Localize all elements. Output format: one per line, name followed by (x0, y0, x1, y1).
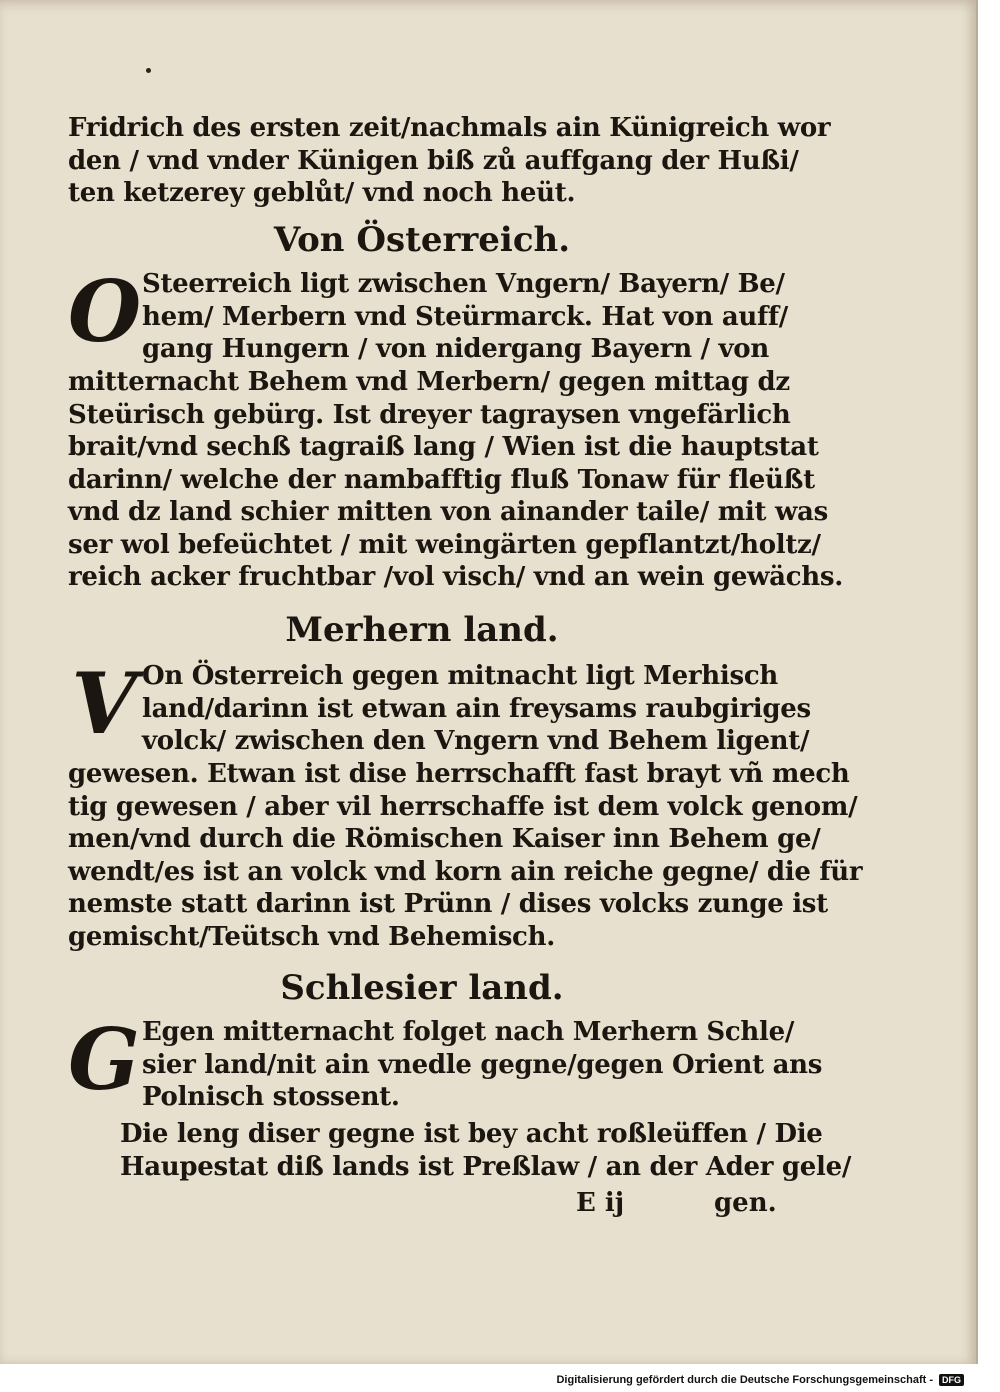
text-line: Steürisch gebürg. Ist dreyer tagraysen vngefärlich (68, 399, 791, 430)
text-line: reich acker fruchtbar /vol visch/ vnd an wein gewächs. (68, 562, 843, 592)
indented-lines (142, 1016, 823, 1114)
text-line: gang Hungern / von nidergang Bayern / von (142, 334, 769, 364)
body-lines (120, 1118, 852, 1183)
indented-lines (142, 268, 788, 366)
text-line: sier land/nit ain vnedle gegne/gegen Orient ans (142, 1049, 823, 1080)
text-line: volck/ zwischen den Vngern vnd Behem ligent/ (142, 726, 810, 756)
text-line: vnd dz land schier mitten von ainander taile/ mit was (68, 497, 828, 527)
section-oesterreich (68, 262, 843, 598)
text-line: Haupestat diß lands ist Preßlaw / an der Ader gele/ (120, 1151, 852, 1182)
text-line: ser wol befeüchtet / mit weingärten gepflantzt/holtz/ (68, 529, 821, 560)
section-merhern (68, 654, 863, 980)
section-heading-merhern: Merhern land. (285, 610, 559, 650)
text-line: mitternacht Behem vnd Merbern/ gegen mittag dz (68, 367, 790, 397)
text-line: gewesen. Etwan ist dise herrschafft fast brayt vñ mech (68, 759, 850, 789)
footer-text: Digitalisierung gefördert durch die Deutsche Forschungsgemeinschaft - (556, 1374, 933, 1386)
section-heading-oesterreich: Von Österreich. (273, 220, 571, 260)
dfg-logo: DFG (939, 1374, 964, 1386)
section-schlesier (68, 1010, 852, 1196)
text-line: Steerreich ligt zwischen Vngern/ Bayern/ Be/ (142, 269, 785, 299)
text-line: wendt/es ist an volck vnd korn ain reiche gegne/ die für (68, 856, 863, 887)
intro-paragraph (68, 112, 831, 210)
body-lines (68, 758, 863, 953)
ink-dot (146, 68, 151, 73)
intro-line: ten ketzerey geblůt/ vnd noch heüt. (68, 178, 576, 208)
section-heading-schlesier: Schlesier land. (280, 968, 564, 1008)
text-line: Egen mitternacht folget nach Merhern Schle/ (142, 1017, 795, 1047)
catchword: gen. (714, 1188, 777, 1218)
drop-capital: G (68, 1010, 140, 1109)
text-line: On Österreich gegen mitnacht ligt Merhisch (142, 661, 778, 691)
intro-line: den / vnd vnder Künigen biß zů auffgang der Hußi/ (68, 145, 799, 176)
text-line: hem/ Merbern vnd Steürmarck. Hat von auff/ (142, 301, 788, 332)
footer-credit (556, 1374, 964, 1386)
text-line: tig gewesen / aber vil herrschaffe ist dem volck genom/ (68, 791, 858, 822)
signature-mark: E ij (576, 1188, 625, 1218)
intro-line: Fridrich des ersten zeit/nachmals ain Künigreich wor (68, 113, 831, 143)
drop-capital: O (68, 262, 142, 361)
text-line: Die leng diser gegne ist bey acht roßleüffen / Die (120, 1119, 823, 1149)
text-line: darinn/ welche der nambafftig fluß Tonaw für fleüßt (68, 464, 815, 495)
body-lines (68, 366, 843, 594)
drop-capital: V (71, 654, 137, 753)
text-line: nemste statt darinn ist Prünn / dises volcks zunge ist (68, 889, 828, 919)
text-line: gemischt/Teütsch vnd Behemisch. (68, 921, 555, 952)
text-line: Polnisch stossent. (142, 1082, 400, 1112)
text-line: brait/vnd sechß tagraiß lang / Wien ist die hauptstat (68, 432, 819, 462)
text-line: men/vnd durch die Römischen Kaiser inn Behem ge/ (68, 824, 821, 854)
indented-lines (142, 660, 811, 758)
text-line: land/darinn ist etwan ain freysams raubgiriges (142, 693, 811, 724)
